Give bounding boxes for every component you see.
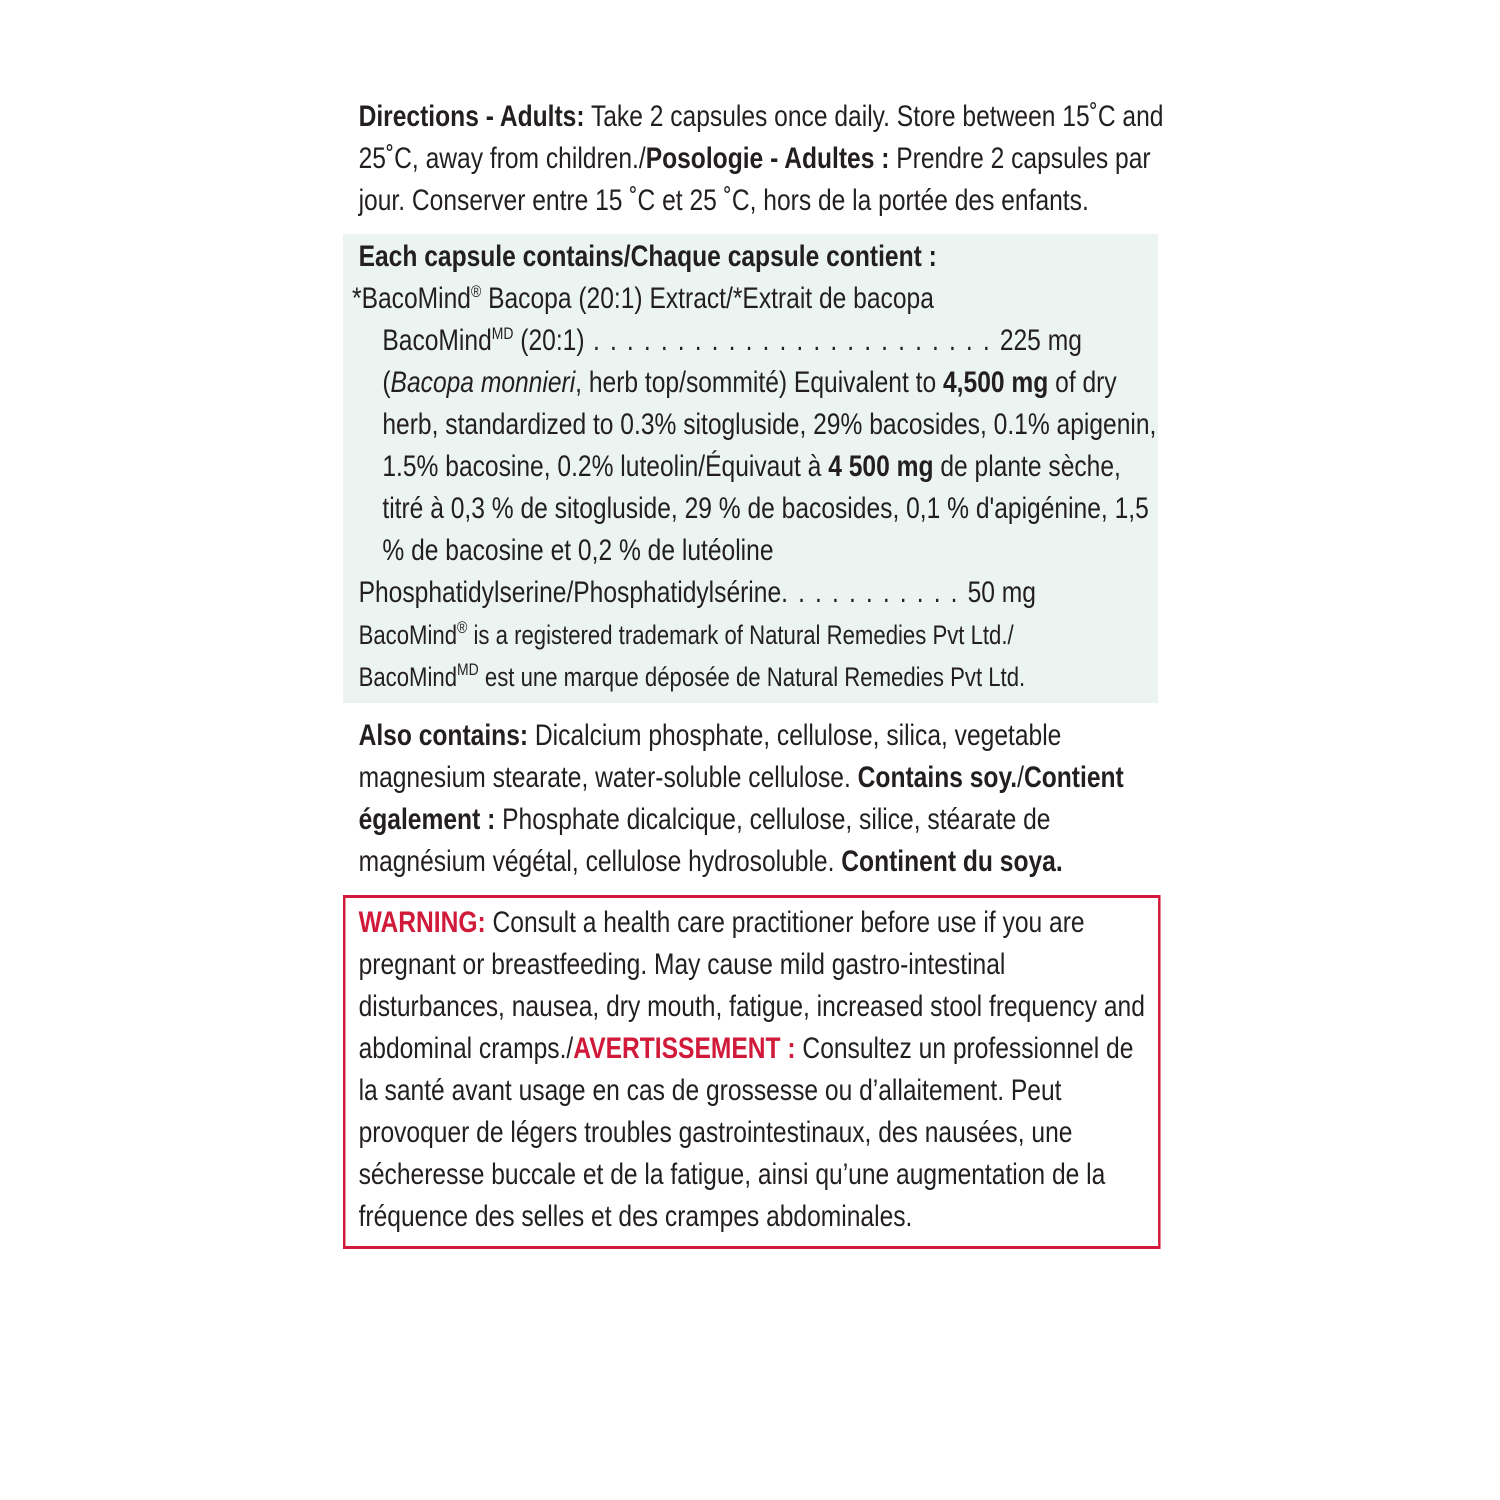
trademark-note-en: BacoMind® is a registered trademark of Natural Remedies Pvt Ltd./ xyxy=(358,618,1014,650)
directions-heading-fr: Posologie - Adultes : xyxy=(645,142,890,175)
bacopa-description: (Bacopa monnieri, herb top/sommité) Equivalent to 4,500 mg of dry herb, standardized to 0.3% sitogluside, 29% bacosides, 0.1% apigenin, 1.5% bacosine, 0.2% luteolin/Équivaut à 4 500 mg de plante sèche, titré à 0,3 % de sitogluside, 29 % de bacosides, 0,1 % d'apigénine, 1,5 % de bacosine et 0,2 % de lutéoline xyxy=(382,366,1157,567)
also-contains-heading-en: Also contains: xyxy=(358,719,529,752)
bacopa-amount: 225 mg xyxy=(999,324,1082,357)
latin-name: Bacopa monnieri xyxy=(390,366,576,399)
md-mark: MD xyxy=(491,324,514,343)
leader-dots: . . . . . . . . . . . . . . . . . . . . . . . . xyxy=(584,324,1000,357)
soy-statement-fr: Continent du soya. xyxy=(841,845,1063,878)
leader-dots: . . . . . . . . . . . xyxy=(781,576,968,609)
registered-mark: ® xyxy=(470,282,482,301)
warning-box: WARNING: Consult a health care practitioner before use if you are pregnant or breastfeeding. May cause mild gastro-intestinal disturbances, nausea, dry mouth, fatigue, increased stool frequency and abdominal cramps./AVERTISSEMENT : Consultez un professionnel de la santé avant usage en cas de grossesse ou d’allaitement. Peut provoquer de légers troubles gastrointestinaux, des nausées, une sécheresse buccale et de la fatigue, ainsi qu’une augmentation de la fréquence des selles et des crampes abdominales. xyxy=(343,895,1161,1249)
also-contains-heading-fr: Contient également : xyxy=(358,761,1124,836)
directions-text-en: Take 2 capsules once daily. Store between 15˚C and 25˚C, away from children./ xyxy=(358,100,1164,175)
ingredients-panel xyxy=(343,234,1158,703)
warning-heading-fr: AVERTISSEMENT : xyxy=(573,1032,796,1065)
directions-heading-en: Directions - Adults: xyxy=(358,100,585,133)
bacopa-name-line: *BacoMind® Bacopa (20:1) Extract/*Extrait de bacopa xyxy=(352,282,934,315)
soy-statement-en: Contains soy. xyxy=(857,761,1018,794)
product-label-panel xyxy=(343,96,1164,1249)
warning-heading-en: WARNING: xyxy=(358,906,486,939)
ingredients-heading: Each capsule contains/Chaque capsule contient : xyxy=(358,240,937,273)
bacopa-amount-line: BacoMind$^{MD}$ (20:1) . . . . . . . . . . . . . . . . . . . . . . . . 225 mg xyxy=(382,324,1082,357)
equivalent-fr: 4 500 mg xyxy=(828,450,934,483)
trademark-note-fr: BacoMind$^{MD}$ est une marque déposée de Natural Remedies Pvt Ltd. xyxy=(358,660,1026,692)
phosphatidylserine-amount: 50 mg xyxy=(967,576,1036,609)
directions-section xyxy=(343,96,1174,222)
directions-text-fr: Prendre 2 capsules par jour. Conserver entre 15 ˚C et 25 ˚C, hors de la portée des enfants. xyxy=(358,142,1151,217)
phosphatidylserine-line: Phosphatidylserine/Phosphatidylsérine. . . . . . . . . . . 50 mg xyxy=(358,576,1036,609)
also-contains-section: Also contains: Dicalcium phosphate, cellulose, silica, vegetable magnesium stearate, water-soluble cellulose. Contains soy./Contient également : Phosphate dicalcique, cellulose, silice, stéarate de magnésium végétal, cellulose hydrosoluble. Continent du soya. xyxy=(358,719,1124,878)
equivalent-en: 4,500 mg xyxy=(942,366,1049,399)
